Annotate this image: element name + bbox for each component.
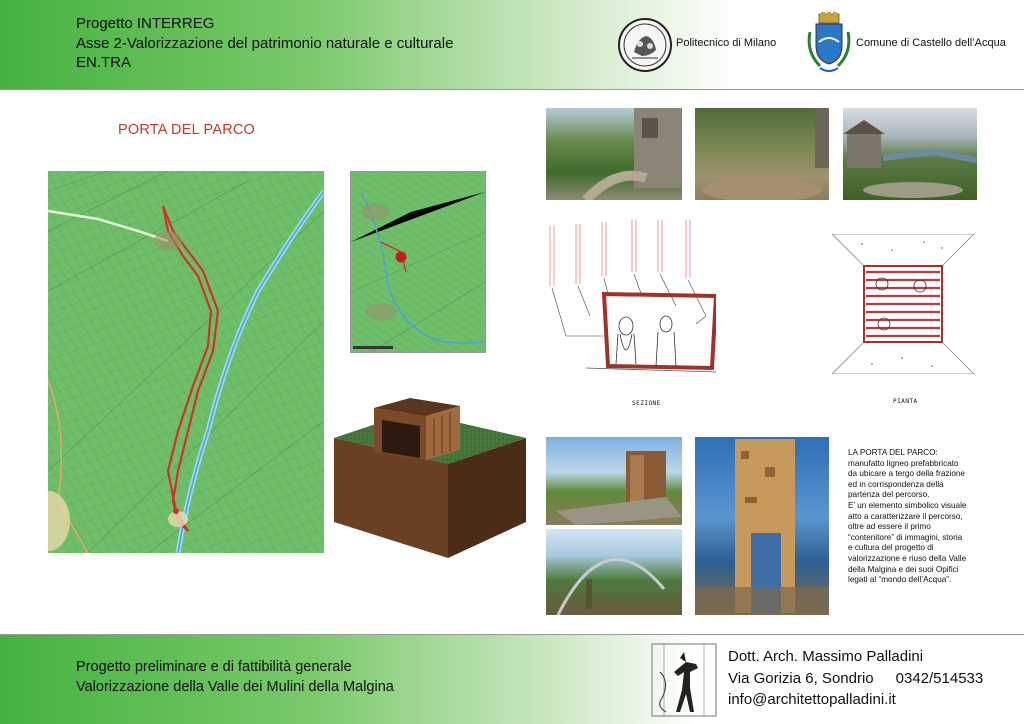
description-line: “contenitore” di immagini, storia	[848, 532, 963, 542]
footer-project-text	[76, 657, 394, 697]
description-line: atto a caratterizzare il percorso,	[848, 511, 963, 521]
project-title-line-2: Asse 2-Valorizzazione del patrimonio naturale e culturale	[76, 34, 454, 52]
contact-address-row	[728, 668, 983, 690]
politecnico-seal-icon	[618, 18, 672, 72]
coat-of-arms-icon	[806, 12, 852, 76]
comune-label: Comune di Castello dell’Acqua	[856, 37, 1006, 49]
description-line: LA PORTA DEL PARCO:	[848, 448, 938, 457]
header-divider	[0, 89, 1024, 90]
description-line: legati al “mondo dell’Acqua”.	[848, 575, 952, 585]
description-line: da ubicare a tergo della frazione	[848, 469, 965, 479]
politecnico-label: Politecnico di Milano	[676, 37, 777, 49]
route-map	[48, 171, 324, 553]
footer-line-2: Valorizzazione della Valle dei Mulini della Malgina	[76, 679, 394, 695]
plan-label: PIANTA	[893, 398, 918, 405]
description-line: E’ un elemento simbolico visuale	[848, 500, 967, 510]
site-photo-2	[695, 108, 829, 200]
description-line: oltre ad essere il primo	[848, 522, 931, 532]
contact-email[interactable]: info@architettopalladini.it	[728, 691, 896, 708]
page-title: PORTA DEL PARCO	[118, 122, 256, 138]
portal-photo-3	[695, 437, 829, 615]
project-title-line-3: EN.TRA	[76, 54, 132, 71]
description-line: ed in corrispondenza della	[848, 479, 944, 489]
portal-photo-2	[546, 529, 682, 615]
modulor-logo-icon	[650, 642, 718, 718]
description-line: valorizzazione e riuso della Valle	[848, 553, 967, 563]
footer-line-1: Progetto preliminare e di fattibilità generale	[76, 659, 352, 675]
description-line: e cultura del progetto di	[848, 543, 934, 553]
contact-phone: 0342/514533	[895, 669, 984, 687]
plan-drawing	[832, 234, 974, 374]
portal-photo-1	[546, 437, 682, 525]
section-label: SEZIONE	[632, 400, 661, 407]
site-photo-1	[546, 108, 682, 200]
location-map	[350, 171, 486, 353]
contact-address: Via Gorizia 6, Sondrio	[728, 669, 874, 687]
model-render	[330, 398, 530, 558]
description-line: della Malgina e dei suoi Opifici	[848, 564, 959, 574]
contact-block	[728, 646, 983, 711]
description-text	[848, 448, 988, 586]
description-line: manufatto ligneo prefabbricato	[848, 458, 959, 468]
architect-name: Dott. Arch. Massimo Palladini	[728, 648, 924, 665]
section-drawing	[546, 216, 716, 396]
project-title-line-1: Progetto INTERREG	[76, 15, 215, 32]
description-line: partenza del percorso.	[848, 490, 930, 500]
project-title	[76, 14, 453, 73]
site-photo-3	[843, 108, 977, 200]
